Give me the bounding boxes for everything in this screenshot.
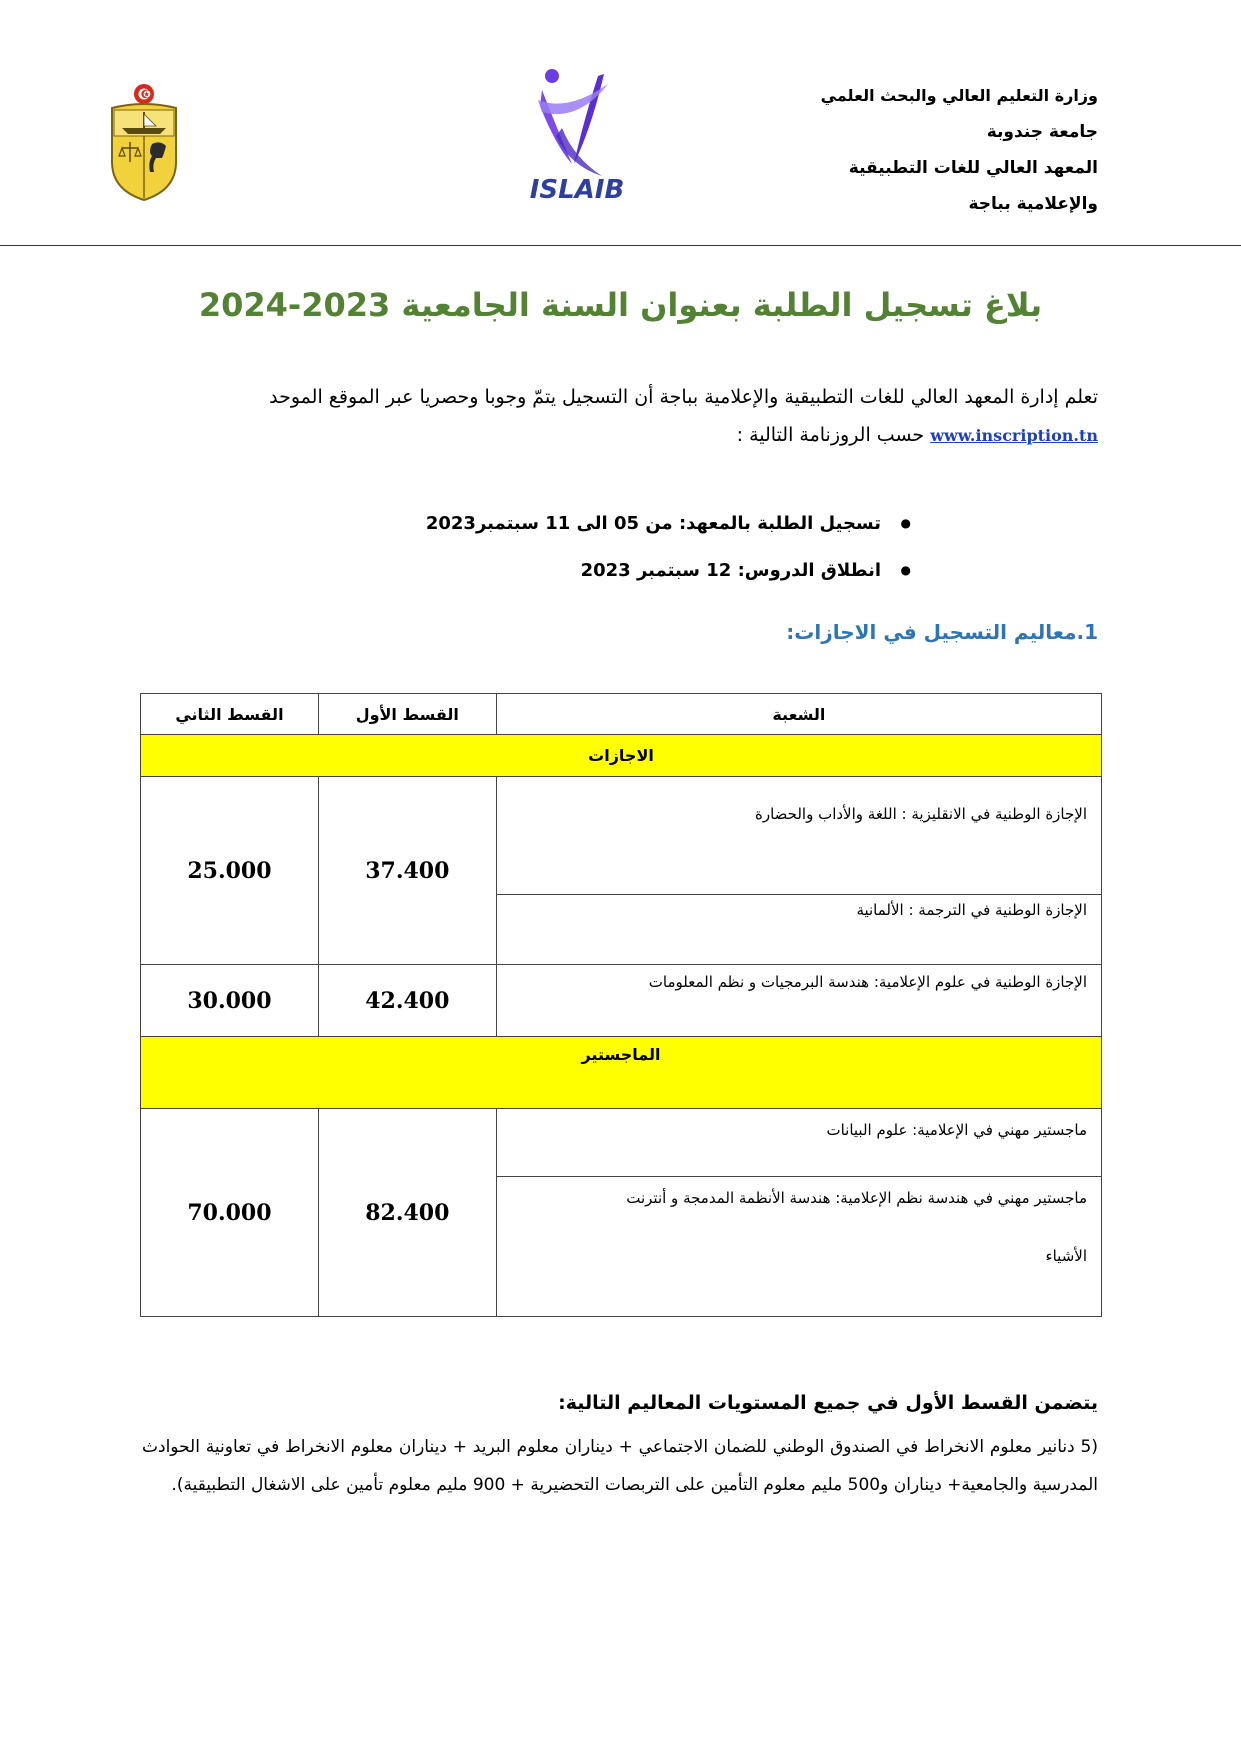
branch-cell-line: الأشياء xyxy=(1045,1247,1087,1265)
second-installment-cell: 30.000 xyxy=(141,965,319,1037)
intro-paragraph xyxy=(142,378,1098,455)
page-title: بلاغ تسجيل الطلبة بعنوان السنة الجامعية 2023-2024 xyxy=(198,286,1043,324)
university-name: جامعة جندوبة xyxy=(986,122,1098,142)
second-installment-cell: 70.000 xyxy=(141,1109,319,1317)
branch-cell: الإجازة الوطنية في علوم الإعلامية: هندسة البرمجيات و نظم المعلومات xyxy=(496,965,1101,1037)
institution-block xyxy=(821,78,1098,222)
institute-name-2: والإعلامية بباجة xyxy=(968,194,1098,214)
islaib-logo-icon xyxy=(512,66,642,210)
inscription-link[interactable]: www.inscription.tn xyxy=(930,426,1098,445)
fees-table xyxy=(140,693,1102,1317)
branch-cell: ماجستير مهني في الإعلامية: علوم البيانات xyxy=(496,1109,1101,1177)
table-row xyxy=(141,777,1102,895)
first-installment-cell: 82.400 xyxy=(318,1109,496,1317)
branch-cell: الإجازة الوطنية في الانقليزية : اللغة والأداب والحضارة xyxy=(496,777,1101,895)
intro-text: تعلم إدارة المعهد العالي للغات التطبيقية والإعلامية بباجة أن التسجيل يتمّ وجوبا وحصريا عبر الموقع الموحد xyxy=(269,386,1098,408)
branch-cell xyxy=(496,1177,1101,1317)
second-installment-cell: 25.000 xyxy=(141,777,319,965)
first-installment-cell: 42.400 xyxy=(318,965,496,1037)
first-installment-cell: 37.400 xyxy=(318,777,496,965)
table-row xyxy=(141,1109,1102,1177)
header-first-installment: القسط الأول xyxy=(318,694,496,735)
note-heading: يتضمن القسط الأول في جميع المستويات المعاليم التالية: xyxy=(558,1392,1098,1414)
band-master xyxy=(141,1037,1102,1109)
institute-name-1: المعهد العالي للغات التطبيقية xyxy=(848,158,1098,178)
header-second-installment: القسط الثاني xyxy=(141,694,319,735)
intro-text-end: حسب الروزنامة التالية : xyxy=(736,424,925,446)
ministry-name: وزارة التعليم العالي والبحث العلمي xyxy=(820,86,1098,105)
section-heading: 1.معاليم التسجيل في الاجازات: xyxy=(786,620,1098,644)
branch-cell: الإجازة الوطنية في الترجمة : الألمانية xyxy=(496,895,1101,965)
letterhead xyxy=(0,0,1241,246)
band-licence xyxy=(141,735,1102,777)
table-row xyxy=(141,965,1102,1037)
band-master-label: الماجستير xyxy=(141,1037,1102,1109)
list-item: ● تسجيل الطلبة بالمعهد: من 05 الى 11 سبتمبر2023 xyxy=(426,500,911,547)
schedule-list xyxy=(426,500,911,594)
note-body: (5 دنانير معلوم الانخراط في الصندوق الوطني للضمان الاجتماعي + ديناران معلوم البريد + ديناران معلوم الانخراط في تعاونية الحوادث المدرسية والجامعية+ ديناران و500 مليم معلوم التأمين على التربصات التحضيرية + 900 مليم معلوم تأمين على الاشغال التطبيقية). xyxy=(142,1437,1098,1495)
branch-cell-line: ماجستير مهني في هندسة نظم الإعلامية: هندسة الأنظمة المدمجة و أنترنت xyxy=(626,1189,1087,1207)
header-branch: الشعبة xyxy=(496,694,1101,735)
band-licence-label: الاجازات xyxy=(141,735,1102,777)
logo-text: ISLAIB xyxy=(529,175,625,205)
header-divider xyxy=(0,245,1241,246)
tunisia-emblem-icon xyxy=(102,82,186,202)
table-header-row xyxy=(141,694,1102,735)
list-item: ● انطلاق الدروس: 12 سبتمبر 2023 xyxy=(426,547,911,594)
